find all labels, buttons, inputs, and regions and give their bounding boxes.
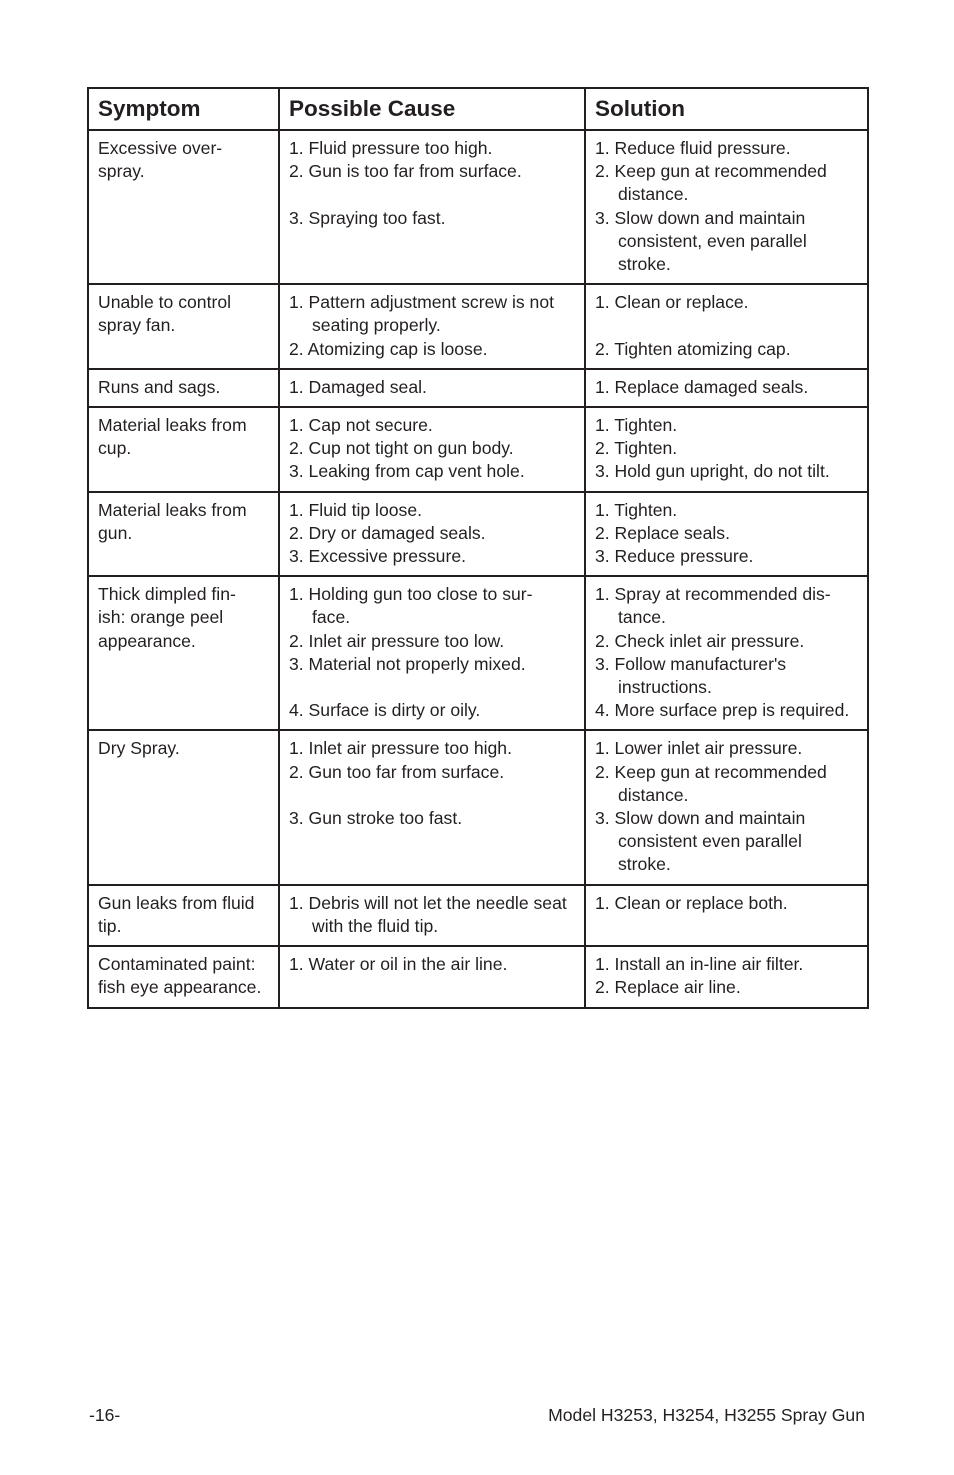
solution-item: 3. Follow manufacturer's instructions. bbox=[595, 653, 787, 698]
cause-cell bbox=[279, 492, 585, 577]
table-row bbox=[88, 284, 868, 369]
solution-cell bbox=[585, 284, 868, 369]
solution-item: 1. Clean or replace both. bbox=[595, 892, 788, 913]
cause-item: 1. Water or oil in the air line. bbox=[289, 954, 508, 975]
solution-cell bbox=[585, 576, 868, 730]
cause-item: 3. Material not properly mixed. bbox=[289, 653, 526, 674]
cause-item: 1. Cap not secure. bbox=[289, 415, 433, 436]
solution-cell bbox=[585, 369, 868, 407]
symptom-cell: Contaminated paint: fish eye appearance. bbox=[88, 946, 279, 1007]
cause-item: 2. Gun is too far from surface. bbox=[289, 161, 522, 182]
table-row bbox=[88, 576, 868, 730]
cause-item: 2. Dry or damaged seals. bbox=[289, 522, 486, 543]
model-footer: Model H3253, H3254, H3255 Spray Gun bbox=[548, 1405, 865, 1425]
cause-item: 1. Debris will not let the needle seat with the fluid tip. bbox=[289, 892, 567, 936]
symptom-cell: Material leaks from cup. bbox=[88, 407, 279, 492]
solution-item: 1. Reduce fluid pressure. bbox=[595, 138, 791, 158]
symptom-cell: Unable to control spray fan. bbox=[88, 284, 279, 369]
solution-item: 2. Check inlet air pressure. bbox=[595, 630, 805, 651]
cause-cell bbox=[279, 284, 585, 369]
cause-item: 1. Inlet air pressure too high. bbox=[289, 738, 512, 759]
table-row bbox=[88, 946, 868, 1007]
table-row bbox=[88, 369, 868, 407]
symptom-cell: Excessive over- spray. bbox=[88, 130, 279, 284]
solution-item: 2. Keep gun at recommended distance. bbox=[595, 161, 827, 205]
symptom-cell: Thick dimpled fin- ish: orange peel appearance. bbox=[88, 576, 279, 730]
cause-item: 1. Fluid tip loose. bbox=[289, 499, 423, 520]
solution-item: 1. Tighten. bbox=[595, 499, 678, 520]
cause-item: 4. Surface is dirty or oily. bbox=[289, 700, 481, 721]
cause-item: 2. Gun too far from surface. bbox=[289, 761, 505, 782]
cause-item: 1. Holding gun too close to sur- face. bbox=[289, 584, 533, 628]
solution-cell bbox=[585, 407, 868, 492]
solution-cell bbox=[585, 885, 868, 946]
solution-cell bbox=[585, 730, 868, 884]
table-row bbox=[88, 885, 868, 946]
solution-item: 2. Tighten. bbox=[595, 438, 678, 459]
header-possible-cause: Possible Cause bbox=[279, 88, 585, 130]
solution-item: 2. Replace seals. bbox=[595, 522, 730, 543]
page-number: -16- bbox=[89, 1405, 121, 1425]
cause-item: 2. Inlet air pressure too low. bbox=[289, 630, 505, 651]
cause-item: 2. Atomizing cap is loose. bbox=[289, 338, 488, 359]
header-symptom: Symptom bbox=[88, 88, 279, 130]
cause-item: 3. Excessive pressure. bbox=[289, 546, 466, 567]
cause-cell bbox=[279, 885, 585, 946]
solution-item: 2. Replace air line. bbox=[595, 977, 741, 998]
symptom-cell: Runs and sags. bbox=[88, 369, 279, 407]
solution-item: 1. Replace damaged seals. bbox=[595, 376, 809, 397]
cause-item: 2. Cup not tight on gun body. bbox=[289, 438, 514, 459]
solution-cell bbox=[585, 946, 868, 1007]
cause-cell bbox=[279, 576, 585, 730]
cause-item: 1. Fluid pressure too high. bbox=[289, 138, 493, 158]
cause-item: 1. Pattern adjustment screw is not seating properly. bbox=[289, 292, 555, 336]
solution-cell bbox=[585, 492, 868, 577]
solution-item: 3. Hold gun upright, do not tilt. bbox=[595, 461, 830, 482]
cause-cell bbox=[279, 407, 585, 492]
solution-item: 1. Lower inlet air pressure. bbox=[595, 738, 803, 759]
solution-item: 2. Tighten atomizing cap. bbox=[595, 338, 791, 359]
solution-item: 1. Spray at recommended dis- tance. bbox=[595, 584, 831, 628]
table-header-row bbox=[88, 88, 868, 130]
symptom-cell: Material leaks from gun. bbox=[88, 492, 279, 577]
solution-item: 1. Clean or replace. bbox=[595, 292, 749, 313]
solution-item: 4. More surface prep is required. bbox=[595, 700, 850, 721]
cause-item: 3. Gun stroke too fast. bbox=[289, 808, 463, 829]
solution-item: 1. Tighten. bbox=[595, 415, 678, 436]
table-row bbox=[88, 130, 868, 284]
solution-item: 1. Install an in-line air filter. bbox=[595, 954, 804, 975]
symptom-cell: Dry Spray. bbox=[88, 730, 279, 884]
cause-item: 3. Leaking from cap vent hole. bbox=[289, 461, 525, 482]
solution-cell bbox=[585, 130, 868, 284]
cause-cell bbox=[279, 130, 585, 284]
cause-item: 1. Damaged seal. bbox=[289, 376, 427, 397]
cause-item: 3. Spraying too fast. bbox=[289, 207, 446, 228]
solution-item: 3. Slow down and maintain consistent even parallel stroke. bbox=[595, 808, 806, 875]
solution-item: 3. Reduce pressure. bbox=[595, 546, 754, 567]
cause-cell bbox=[279, 730, 585, 884]
troubleshooting-table bbox=[87, 87, 869, 1009]
cause-cell bbox=[279, 946, 585, 1007]
header-solution: Solution bbox=[585, 88, 868, 130]
solution-item: 3. Slow down and maintain consistent, even parallel stroke. bbox=[595, 207, 807, 275]
table-row bbox=[88, 492, 868, 577]
table-row bbox=[88, 730, 868, 884]
symptom-cell: Gun leaks from fluid tip. bbox=[88, 885, 279, 946]
cause-cell bbox=[279, 369, 585, 407]
solution-item: 2. Keep gun at recommended distance. bbox=[595, 761, 827, 805]
table-row bbox=[88, 407, 868, 492]
